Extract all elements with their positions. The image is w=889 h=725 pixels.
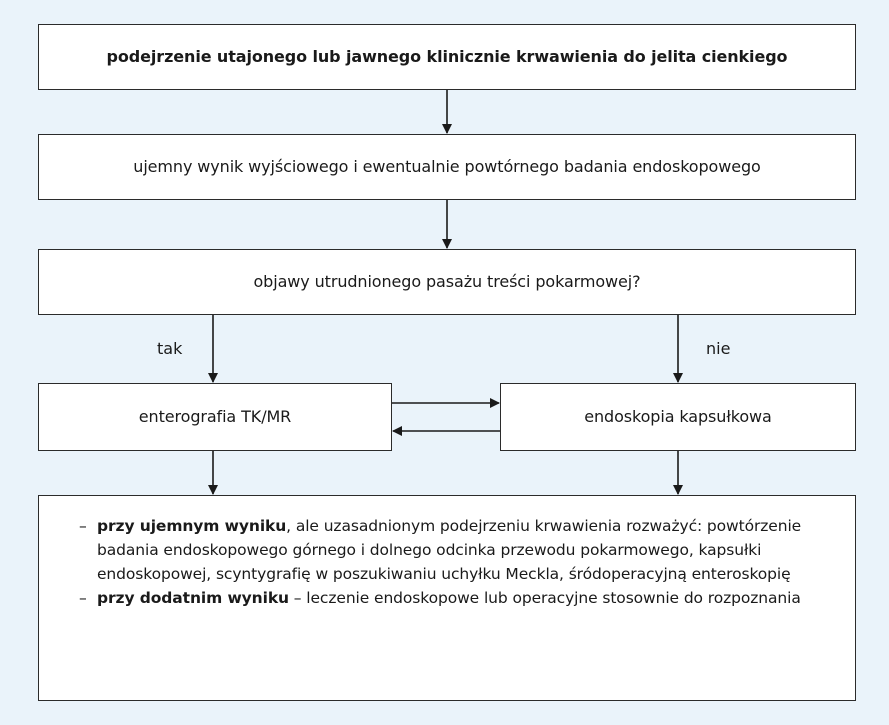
branch-yes-label: tak [157, 339, 183, 358]
outcome-positive-text: – leczenie endoskopowe lub operacyjne stosownie do rozpoznania [288, 589, 801, 607]
outcome-positive-heading: przy dodatnim wyniku [97, 589, 289, 607]
decision-obstruction-symptoms-text: objawy utrudnionego pasażu treści pokarmowej? [253, 272, 641, 291]
step-suspected-bleeding-text: podejrzenie utajonego lub jawnego klinicznie krwawienia do jelita cienkiego [106, 47, 788, 66]
option-enterography-text: enterografia TK/MR [138, 407, 292, 426]
outcome-negative-text: , ale uzasadnionym podejrzeniu krwawienia rozważyć: powtórzenie badania endoskopowego górnego i dolnego odcinka przewodu pokarmowego, kapsułki endoskopowej, scyntygrafię w poszukiwaniu uchyłku Meckla, śródoperacyjną enteroskopię [97, 517, 802, 583]
outcome-negative-dash: – [79, 517, 87, 535]
outcome-negative-heading: przy ujemnym wyniku [97, 517, 287, 535]
option-capsule-endoscopy-text: endoskopia kapsułkowa [584, 407, 772, 426]
outcome-positive-dash: – [79, 589, 87, 607]
step-negative-endoscopy-text: ujemny wynik wyjściowego i ewentualnie powtórnego badania endoskopowego [133, 157, 761, 176]
branch-no-label: nie [706, 339, 731, 358]
